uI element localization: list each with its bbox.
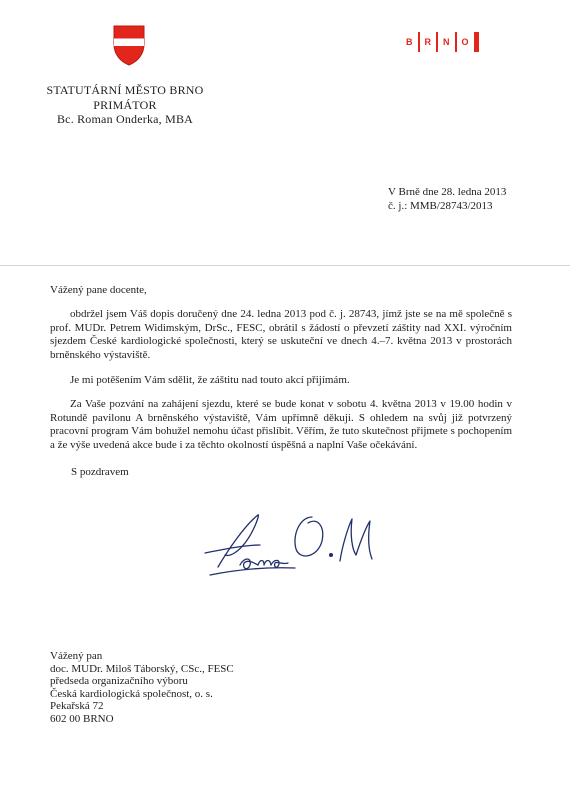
recipient-address [50,650,234,726]
address-line: předseda organizačního výboru [50,675,188,688]
signature [200,505,385,585]
logo-bar [436,32,438,52]
brno-logo [406,32,479,52]
place-and-date: V Brně dne 28. ledna 2013 [388,186,507,198]
reference-number: č. j.: MMB/28743/2013 [388,199,493,212]
paragraph-1 [50,308,512,362]
paragraph-2-text: Je mi potěšením Vám sdělit, že záštitu nad touto akcí přijímám. [70,374,350,386]
closing: S pozdravem [71,466,129,478]
address-line: Vážený pan [50,650,103,662]
fold-line [0,265,570,266]
logo-letter-o: O [461,37,469,47]
issuer-city: STATUTÁRNÍ MĚSTO BRNO [46,83,204,97]
logo-letter-b: B [406,37,413,47]
address-line: Pekařská 72 [50,700,104,713]
paragraph-3 [50,398,512,452]
address-line: doc. MUDr. Miloš Táborský, CSc., FESC [50,662,234,675]
paragraph-2 [50,374,512,388]
logo-bar [418,32,420,52]
salutation: Vážený pane docente, [50,284,147,296]
issuer-office: PRIMÁTOR [93,97,157,112]
issuer-block [40,83,210,127]
date-block [388,186,506,213]
logo-bar [474,32,479,52]
issuer-person: Bc. Roman Onderka, MBA [56,112,194,126]
paragraph-3-text: Za Vaše pozvání na zahájení sjezdu, které se bude konat v sobotu 4. května 2013 v 19.00 hodin v Rotundě pavilonu A brněnského výstaviště, Vám upřímně děkuji. S ohledem na svůj již potvrzený pracovní program Vám bohužel nemohu účast přislíbit. Věřím, že tuto skutečnost přijmete s pochopením a že výše uvedená akce bude i za těchto okolností úspěšná a naplní Vaše očekávání. [50,398,512,451]
paragraph-1-text: obdržel jsem Váš dopis doručený dne 24. ledna 2013 pod č. j. 28743, jímž jste se na mě společně s prof. MUDr. Petrem Widimským, DrSc., FESC, obrátil s žádostí o převzetí záštity nad XXI. výročním sjezdem České kardiologické společnosti, který se uskuteční ve dnech 4.–7. května 2013 v prostorách brněnského výstaviště. [50,308,512,361]
logo-letter-n: N [443,37,450,47]
logo-letter-r: R [424,37,431,47]
address-line: Česká kardiologická společnost, o. s. [50,687,213,700]
logo-bar [455,32,457,52]
coat-of-arms-icon [112,24,146,66]
address-line: 602 00 BRNO [50,712,114,725]
